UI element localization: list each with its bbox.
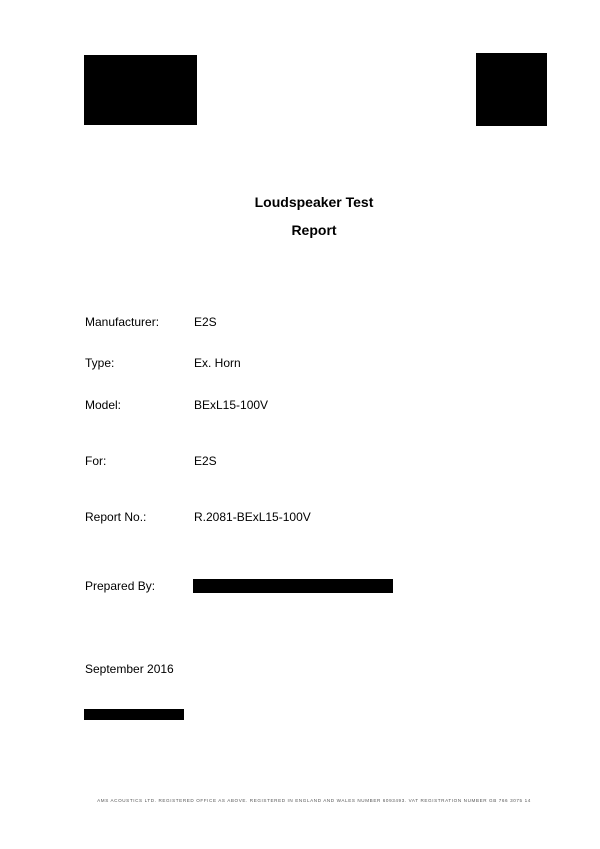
- model-label: Model:: [85, 398, 122, 412]
- manufacturer-value: E2S: [194, 315, 217, 329]
- prepared-by-label: Prepared By:: [85, 579, 156, 593]
- redacted-logo-left: [84, 55, 197, 125]
- report-number-value: R.2081-BExL15-100V: [194, 510, 311, 524]
- report-subtitle: Report: [291, 222, 337, 238]
- report-date: September 2016: [85, 662, 174, 676]
- company-registration-footer: AMS ACOUSTICS LTD. REGISTERED OFFICE AS ABOVE. REGISTERED IN ENGLAND AND WALES NUMBER 6093493. VAT REGISTRATION NUMBER GB 766 3075 14: [97, 798, 531, 803]
- type-label: Type:: [85, 356, 115, 370]
- for-label: For:: [85, 454, 107, 468]
- redacted-logo-right: [476, 53, 547, 126]
- report-title: Loudspeaker Test: [254, 194, 374, 210]
- redacted-preparer-name: [193, 579, 393, 593]
- manufacturer-label: Manufacturer:: [85, 315, 160, 329]
- redacted-signature: [84, 709, 184, 720]
- report-number-label: Report No.:: [85, 510, 147, 524]
- model-value: BExL15-100V: [194, 398, 269, 412]
- type-value: Ex. Horn: [194, 356, 241, 370]
- for-value: E2S: [194, 454, 217, 468]
